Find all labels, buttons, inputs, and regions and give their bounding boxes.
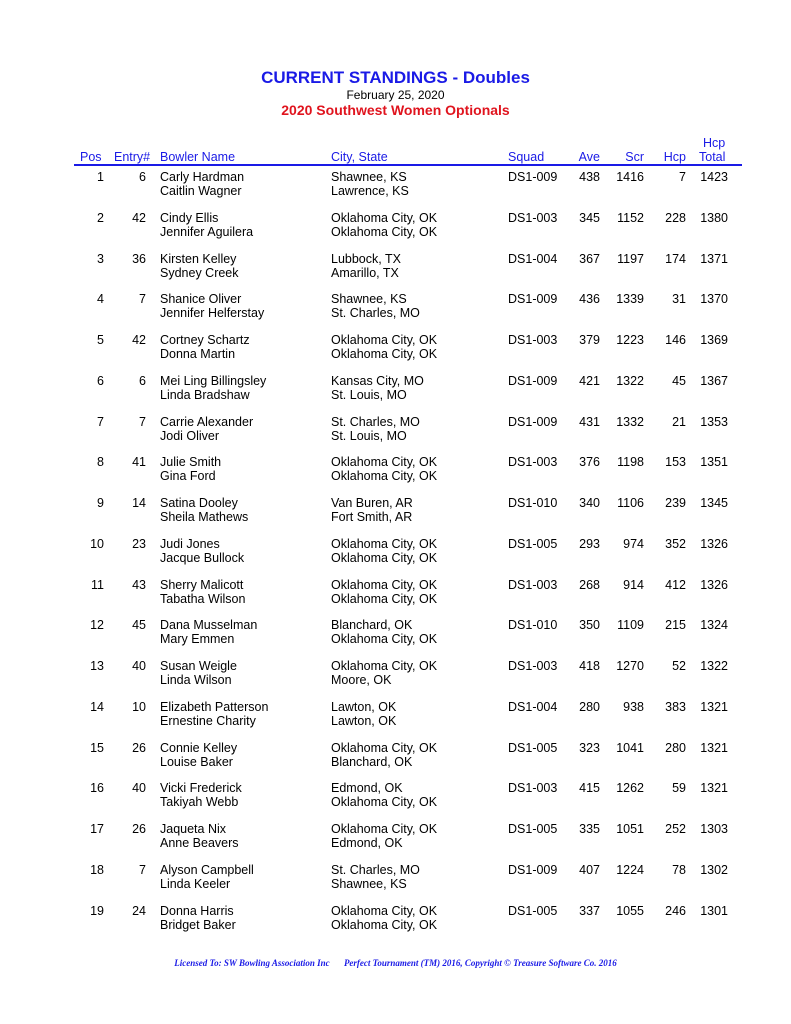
- scr-cell: 1224: [616, 862, 644, 877]
- hcp-total-cell: 1370: [700, 292, 728, 307]
- squad-cell: DS1-005: [508, 740, 558, 755]
- entry-cell: 23: [132, 536, 146, 551]
- hcp-total-cell: 1369: [700, 333, 728, 347]
- bowler-name-1: Sherry Malicott: [160, 577, 244, 592]
- pos-cell: 9: [97, 496, 104, 510]
- pos-cell: 17: [90, 822, 104, 836]
- pos-cell: 18: [90, 862, 104, 877]
- city-state-1: Oklahoma City, OK: [331, 536, 438, 551]
- hcp-total-cell: 1301: [700, 903, 728, 918]
- bowler-name-2: Bridget Baker: [160, 917, 236, 932]
- table-row: [0, 863, 791, 903]
- column-header-bowler-name: Bowler Name: [160, 150, 236, 164]
- hcp-total-cell: 1321: [700, 740, 728, 755]
- bowler-name-1: Judi Jones: [160, 536, 220, 551]
- bowler-name-2: Tabatha Wilson: [160, 591, 246, 606]
- hcp-cell: 246: [665, 903, 686, 918]
- pos-cell: 13: [90, 659, 104, 673]
- bowler-name-1: Mei Ling Billingsley: [160, 373, 267, 388]
- bowler-name-1: Satina Dooley: [160, 496, 238, 510]
- bowler-name-2: Sydney Creek: [160, 265, 239, 280]
- pos-cell: 15: [90, 740, 104, 755]
- entry-cell: 26: [132, 822, 146, 836]
- ave-cell: 421: [579, 373, 600, 388]
- scr-cell: 1223: [616, 333, 644, 347]
- city-state-1: Kansas City, MO: [331, 373, 424, 388]
- scr-cell: 1152: [617, 210, 644, 225]
- column-header-hcp: Hcp: [663, 150, 686, 164]
- table-row: [0, 211, 791, 251]
- entry-cell: 26: [132, 740, 146, 755]
- pos-cell: 2: [97, 210, 104, 225]
- pos-cell: 5: [97, 333, 104, 347]
- city-state-2: St. Louis, MO: [331, 387, 407, 402]
- scr-cell: 1198: [617, 455, 644, 470]
- city-state-2: Oklahoma City, OK: [331, 632, 438, 647]
- hcp-total-cell: 1353: [700, 414, 728, 429]
- table-row: [0, 741, 791, 781]
- bowler-name-2: Ernestine Charity: [160, 713, 256, 728]
- entry-cell: 7: [139, 414, 146, 429]
- bowler-name-2: Linda Wilson: [160, 673, 232, 687]
- hcp-total-cell: 1321: [700, 699, 728, 714]
- squad-cell: DS1-009: [508, 292, 558, 307]
- city-state-2: Oklahoma City, OK: [331, 347, 438, 361]
- bowler-name-1: Shanice Oliver: [160, 292, 242, 307]
- scr-cell: 1106: [617, 496, 644, 510]
- scr-cell: 1197: [617, 251, 644, 266]
- squad-cell: DS1-003: [508, 333, 558, 347]
- column-header-scr: Scr: [625, 150, 644, 164]
- squad-cell: DS1-003: [508, 210, 558, 225]
- bowler-name-1: Cortney Schartz: [160, 333, 250, 347]
- pos-cell: 8: [97, 455, 104, 470]
- table-row: [0, 700, 791, 740]
- pos-cell: 3: [97, 251, 104, 266]
- hcp-cell: 21: [672, 414, 686, 429]
- table-row: [0, 292, 791, 332]
- scr-cell: 1109: [617, 618, 644, 633]
- hcp-cell: 215: [665, 618, 686, 633]
- squad-cell: DS1-009: [508, 862, 558, 877]
- city-state-2: Lawrence, KS: [331, 184, 409, 198]
- city-state-1: Oklahoma City, OK: [331, 822, 438, 836]
- city-state-1: Oklahoma City, OK: [331, 455, 438, 470]
- ave-cell: 367: [579, 251, 600, 266]
- scr-cell: 1339: [616, 292, 644, 307]
- city-state-2: Moore, OK: [331, 673, 392, 687]
- ave-cell: 431: [579, 414, 600, 429]
- bowler-name-1: Alyson Campbell: [160, 862, 254, 877]
- hcp-cell: 383: [665, 699, 686, 714]
- hcp-total-cell: 1371: [700, 251, 728, 266]
- bowler-name-2: Jennifer Helferstay: [160, 306, 265, 321]
- ave-cell: 340: [579, 496, 600, 510]
- squad-cell: DS1-004: [508, 699, 558, 714]
- city-state-1: St. Charles, MO: [331, 862, 420, 877]
- bowler-name-1: Julie Smith: [160, 455, 222, 470]
- squad-cell: DS1-009: [508, 373, 558, 388]
- hcp-total-cell: 1345: [700, 496, 728, 510]
- scr-cell: 974: [623, 536, 644, 551]
- squad-cell: DS1-003: [508, 455, 558, 470]
- entry-cell: 42: [132, 333, 146, 347]
- bowler-name-1: Dana Musselman: [160, 618, 258, 633]
- city-state-2: Oklahoma City, OK: [331, 469, 438, 484]
- table-row: [0, 618, 791, 658]
- bowler-name-1: Cindy Ellis: [160, 210, 219, 225]
- scr-cell: 914: [623, 577, 644, 592]
- ave-cell: 407: [579, 862, 600, 877]
- bowler-name-2: Linda Bradshaw: [160, 387, 250, 402]
- scr-cell: 1262: [616, 781, 644, 796]
- city-state-2: Oklahoma City, OK: [331, 917, 438, 932]
- city-state-1: Oklahoma City, OK: [331, 903, 438, 918]
- ave-cell: 436: [579, 292, 600, 307]
- pos-cell: 10: [90, 536, 104, 551]
- table-row: [0, 781, 791, 821]
- entry-cell: 36: [132, 251, 146, 266]
- hcp-cell: 228: [665, 210, 686, 225]
- column-header-entry: Entry#: [114, 150, 151, 164]
- city-state-2: Lawton, OK: [331, 713, 397, 728]
- squad-cell: DS1-009: [508, 414, 558, 429]
- scr-cell: 938: [623, 699, 644, 714]
- ave-cell: 293: [579, 536, 600, 551]
- bowler-name-1: Carrie Alexander: [160, 414, 254, 429]
- bowler-name-2: Sheila Mathews: [160, 510, 249, 524]
- ave-cell: 415: [579, 781, 600, 796]
- city-state-2: Oklahoma City, OK: [331, 795, 438, 810]
- hcp-total-cell: 1302: [700, 862, 728, 877]
- entry-cell: 24: [132, 903, 146, 918]
- entry-cell: 14: [132, 496, 146, 510]
- scr-cell: 1055: [616, 903, 644, 918]
- hcp-cell: 59: [672, 781, 686, 796]
- bowler-name-1: Kirsten Kelley: [160, 251, 237, 266]
- entry-cell: 10: [132, 699, 146, 714]
- scr-cell: 1051: [616, 822, 644, 836]
- pos-cell: 6: [97, 373, 104, 388]
- page-title: CURRENT STANDINGS - Doubles: [261, 68, 530, 87]
- hcp-cell: 412: [665, 577, 686, 592]
- city-state-1: Shawnee, KS: [331, 292, 407, 307]
- squad-cell: DS1-005: [508, 822, 558, 836]
- city-state-2: Oklahoma City, OK: [331, 550, 438, 565]
- hcp-cell: 153: [665, 455, 686, 470]
- ave-cell: 350: [579, 618, 600, 633]
- city-state-2: Oklahoma City, OK: [331, 224, 438, 239]
- squad-cell: DS1-009: [508, 170, 558, 184]
- hcp-cell: 31: [672, 292, 686, 307]
- event-name: 2020 Southwest Women Optionals: [281, 102, 510, 118]
- bowler-name-1: Vicki Frederick: [160, 781, 242, 796]
- scr-cell: 1322: [616, 373, 644, 388]
- ave-cell: 345: [579, 210, 600, 225]
- city-state-1: Edmond, OK: [331, 781, 403, 796]
- city-state-1: St. Charles, MO: [331, 414, 420, 429]
- city-state-1: Oklahoma City, OK: [331, 333, 438, 347]
- ave-cell: 335: [579, 822, 600, 836]
- squad-cell: DS1-003: [508, 781, 558, 796]
- hcp-cell: 252: [665, 822, 686, 836]
- footer-license: Licensed To: SW Bowling Association Inc: [174, 958, 330, 968]
- bowler-name-2: Jodi Oliver: [160, 428, 220, 443]
- hcp-cell: 352: [665, 536, 686, 551]
- ave-cell: 323: [579, 740, 600, 755]
- entry-cell: 6: [139, 170, 146, 184]
- header-rule: [74, 164, 742, 166]
- ave-cell: 418: [579, 659, 600, 673]
- entry-cell: 43: [132, 577, 146, 592]
- table-row: [0, 374, 791, 414]
- pos-cell: 12: [90, 618, 104, 633]
- squad-cell: DS1-010: [508, 496, 558, 510]
- squad-cell: DS1-004: [508, 251, 558, 266]
- entry-cell: 40: [132, 781, 146, 796]
- table-row: [0, 415, 791, 455]
- pos-cell: 14: [90, 699, 104, 714]
- bowler-name-2: Gina Ford: [160, 469, 216, 484]
- entry-cell: 42: [132, 210, 146, 225]
- column-header-city-state: City, State: [331, 150, 388, 164]
- pos-cell: 7: [97, 414, 104, 429]
- hcp-cell: 280: [665, 740, 686, 755]
- city-state-1: Shawnee, KS: [331, 170, 407, 184]
- hcp-cell: 52: [672, 659, 686, 673]
- ave-cell: 280: [579, 699, 600, 714]
- column-header-hcp-total-line1: Hcp: [703, 136, 726, 150]
- hcp-total-cell: 1380: [700, 210, 728, 225]
- hcp-cell: 7: [679, 170, 686, 184]
- footer-copyright: Perfect Tournament (TM) 2016, Copyright © Treasure Software Co. 2016: [343, 958, 617, 968]
- ave-cell: 337: [579, 903, 600, 918]
- bowler-name-2: Jacque Bullock: [160, 550, 245, 565]
- hcp-cell: 174: [665, 251, 686, 266]
- bowler-name-2: Louise Baker: [160, 754, 233, 769]
- scr-cell: 1416: [616, 170, 644, 184]
- entry-cell: 41: [132, 455, 146, 470]
- bowler-name-2: Caitlin Wagner: [160, 184, 242, 198]
- table-row: [0, 455, 791, 495]
- footer: [0, 958, 791, 968]
- hcp-total-cell: 1326: [700, 577, 728, 592]
- city-state-1: Oklahoma City, OK: [331, 210, 438, 225]
- column-header-hcp-total-line2: Total: [699, 150, 726, 164]
- city-state-2: St. Louis, MO: [331, 428, 407, 443]
- ave-cell: 438: [579, 170, 600, 184]
- city-state-2: Oklahoma City, OK: [331, 591, 438, 606]
- table-row: [0, 252, 791, 292]
- city-state-1: Van Buren, AR: [331, 496, 413, 510]
- ave-cell: 376: [579, 455, 600, 470]
- hcp-cell: 45: [672, 373, 686, 388]
- pos-cell: 4: [97, 292, 104, 307]
- city-state-2: Fort Smith, AR: [331, 510, 413, 524]
- pos-cell: 11: [91, 577, 104, 592]
- bowler-name-1: Elizabeth Patterson: [160, 699, 269, 714]
- ave-cell: 379: [579, 333, 600, 347]
- squad-cell: DS1-003: [508, 659, 558, 673]
- scr-cell: 1270: [616, 659, 644, 673]
- column-header-pos: Pos: [80, 150, 102, 164]
- report-date: February 25, 2020: [346, 88, 445, 102]
- city-state-1: Lubbock, TX: [331, 251, 401, 266]
- entry-cell: 45: [132, 618, 146, 633]
- squad-cell: DS1-010: [508, 618, 558, 633]
- bowler-name-2: Anne Beavers: [160, 836, 239, 850]
- hcp-total-cell: 1322: [700, 659, 728, 673]
- hcp-total-cell: 1324: [700, 618, 728, 633]
- bowler-name-2: Linda Keeler: [160, 876, 231, 891]
- city-state-1: Blanchard, OK: [331, 618, 413, 633]
- entry-cell: 40: [132, 659, 146, 673]
- squad-cell: DS1-005: [508, 903, 558, 918]
- bowler-name-1: Susan Weigle: [160, 659, 237, 673]
- bowler-name-1: Jaqueta Nix: [160, 822, 227, 836]
- entry-cell: 6: [139, 373, 146, 388]
- city-state-2: Blanchard, OK: [331, 754, 413, 769]
- hcp-total-cell: 1351: [700, 455, 728, 470]
- table-row: [0, 333, 791, 373]
- hcp-cell: 146: [665, 333, 686, 347]
- ave-cell: 268: [579, 577, 600, 592]
- city-state-1: Oklahoma City, OK: [331, 659, 438, 673]
- squad-cell: DS1-005: [508, 536, 558, 551]
- bowler-name-2: Takiyah Webb: [160, 795, 239, 810]
- hcp-cell: 78: [672, 862, 686, 877]
- city-state-2: Shawnee, KS: [331, 876, 407, 891]
- column-header-ave: Ave: [578, 150, 600, 164]
- table-row: [0, 659, 791, 699]
- pos-cell: 19: [90, 903, 104, 918]
- entry-cell: 7: [139, 292, 146, 307]
- hcp-total-cell: 1367: [700, 373, 728, 388]
- squad-cell: DS1-003: [508, 577, 558, 592]
- table-row: [0, 904, 791, 944]
- hcp-total-cell: 1326: [700, 536, 728, 551]
- pos-cell: 16: [90, 781, 104, 796]
- hcp-total-cell: 1303: [700, 822, 728, 836]
- city-state-2: Amarillo, TX: [331, 265, 399, 280]
- hcp-total-cell: 1321: [700, 781, 728, 796]
- hcp-cell: 239: [665, 496, 686, 510]
- bowler-name-2: Jennifer Aguilera: [160, 224, 254, 239]
- pos-cell: 1: [97, 170, 104, 184]
- bowler-name-1: Carly Hardman: [160, 170, 245, 184]
- city-state-1: Oklahoma City, OK: [331, 577, 438, 592]
- table-row: [0, 537, 791, 577]
- table-row: [0, 170, 791, 210]
- scr-cell: 1041: [616, 740, 644, 755]
- bowler-name-2: Donna Martin: [160, 347, 236, 361]
- column-header-squad: Squad: [508, 150, 545, 164]
- entry-cell: 7: [139, 862, 146, 877]
- bowler-name-1: Donna Harris: [160, 903, 234, 918]
- city-state-1: Oklahoma City, OK: [331, 740, 438, 755]
- table-row: [0, 496, 791, 536]
- city-state-2: Edmond, OK: [331, 836, 403, 850]
- city-state-2: St. Charles, MO: [331, 306, 420, 321]
- bowler-name-1: Connie Kelley: [160, 740, 238, 755]
- table-row: [0, 578, 791, 618]
- scr-cell: 1332: [616, 414, 644, 429]
- city-state-1: Lawton, OK: [331, 699, 397, 714]
- bowler-name-2: Mary Emmen: [160, 632, 235, 647]
- table-row: [0, 822, 791, 862]
- hcp-total-cell: 1423: [700, 170, 728, 184]
